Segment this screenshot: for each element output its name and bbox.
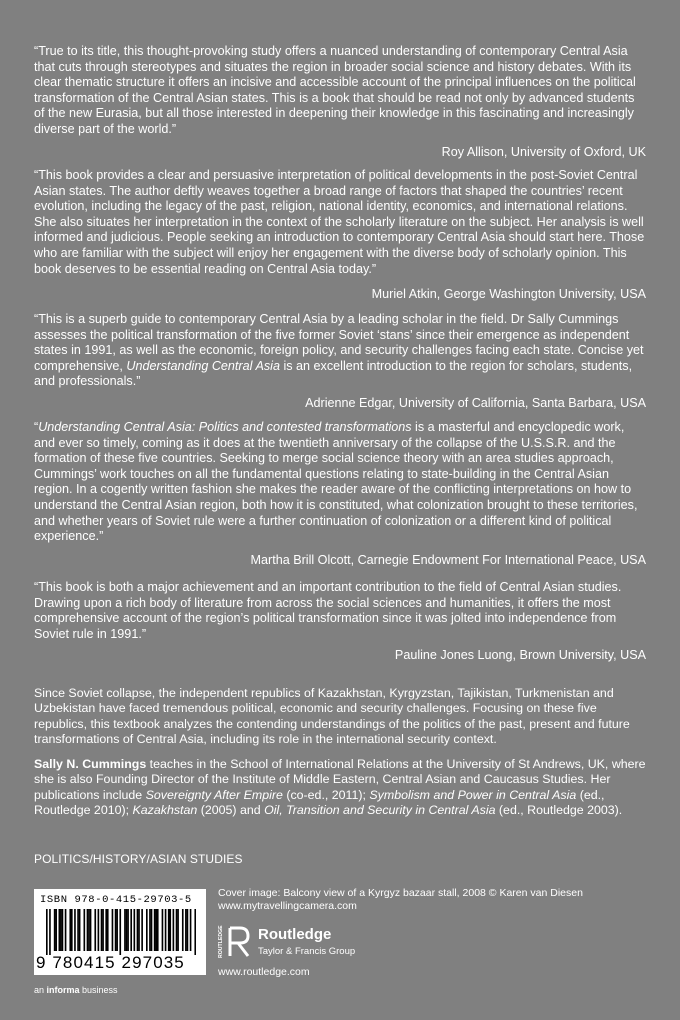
barcode-bar	[112, 909, 114, 951]
informa-business-line	[34, 985, 118, 995]
book-title: Understanding Central Asia: Politics and contested transformations	[38, 420, 412, 434]
publication-title: Kazakhstan	[132, 803, 198, 818]
barcode-bar	[49, 909, 51, 955]
publication-title: Sovereignty After Empire	[145, 787, 283, 802]
barcode-bar	[87, 909, 89, 951]
barcode-bar	[151, 909, 153, 951]
barcode-bar	[162, 909, 164, 951]
quote-text: “This book provides a clear and persuasive interpretation of political developments in the post-Soviet Central Asian states. The author deftly weaves together a broad range of factors that shaped the countries’ recent evolution, including the legacy of the past, religion, national identity, economics, and international relations. She also situates her interpretation in the context of the scholarly literature on the subject. Her analysis is well informed and judicious. People seeking an introduction to contemporary Central Asia should start here. Those who are familiar with the subject will enjoy her engagement with the diverse body of scholarly opinion. This book deserves to be essential reading on Central Asia today.”	[34, 168, 645, 276]
barcode-bar	[157, 909, 159, 951]
quote-attribution-edgar: Adrienne Edgar, University of California, Santa Barbara, USA	[305, 396, 646, 410]
barcode-bar	[94, 909, 96, 951]
barcode-bar	[190, 909, 192, 951]
barcode-bar	[74, 909, 76, 951]
publisher-group: Taylor & Francis Group	[258, 946, 356, 957]
cover-credit	[218, 887, 583, 913]
book-title: Understanding Central Asia	[126, 358, 280, 373]
barcode-bar	[88, 909, 90, 951]
subject-category: POLITICS/HISTORY/ASIAN STUDIES	[34, 852, 243, 866]
bio-part: (ed., Routledge 2003).	[495, 803, 623, 818]
bio-part: teaches in the School of International Relations at the University of St Andrews, UK, where she is also Founding Director of the Institute of Middle Eastern, Central Asian and Caucasus Studies. Her publications include	[34, 757, 646, 802]
barcode-bar	[79, 909, 81, 951]
publication-title: Symbolism and Power in Central Asia	[369, 787, 577, 802]
barcode-bar	[134, 909, 136, 951]
routledge-logo-icon	[218, 924, 254, 960]
barcode-bar	[105, 909, 107, 951]
bio-part: (2005) and	[197, 803, 265, 818]
barcode-bar	[54, 909, 56, 951]
barcode-bar	[138, 909, 140, 951]
quote-attribution-atkin: Muriel Atkin, George Washington University, USA	[371, 287, 646, 301]
book-description	[34, 686, 648, 748]
barcode-bar	[165, 909, 167, 951]
barcode-bar	[77, 909, 79, 951]
quote-text: “True to its title, this thought-provoking study offers a nuanced understanding of contemporary Central Asia that cuts through stereotypes and situates the region in broader social science and history debates. With its clear thematic structure it offers an incisive and accessible account of the principal influences on the political transformation of the Central Asian states. This is a book that should be read not only by advanced students of the new Eurasia, but all those interested in deepening their knowledge in this fascinating and increasingly diverse part of the world.”	[34, 44, 636, 136]
barcode-bar	[62, 909, 64, 951]
credit-url[interactable]: www.mytravellingcamera.com	[218, 900, 357, 912]
barcode-bar	[107, 909, 109, 951]
barcode-bar	[119, 909, 121, 955]
publisher-block	[218, 924, 418, 960]
barcode-bars	[46, 909, 196, 955]
review-quote-olcott	[34, 420, 646, 545]
barcode-bar	[154, 909, 156, 951]
quote-text-a: “This is a superb guide to contemporary Central Asia by a leading scholar in the field. Dr Sally Cummings assesses the political transformation of the five former Soviet ‘stans’ since their emergence as independent states in 1991, as well as the economic, foreign policy, and security challenges facing each state. Concise yet comprehensive,	[34, 312, 644, 373]
barcode-bar	[59, 909, 61, 951]
author-bio-text	[34, 757, 648, 819]
informa-brand: informa	[46, 985, 80, 995]
barcode-bar	[182, 909, 184, 951]
quote-attribution-luong: Pauline Jones Luong, Brown University, USA	[394, 648, 646, 662]
barcode-bar	[124, 909, 126, 951]
barcode-bar	[169, 909, 171, 951]
barcode-bar	[149, 909, 151, 951]
open-quote: “	[34, 420, 39, 434]
quote-attribution-allison: Roy Allison, University of Oxford, UK	[441, 145, 646, 159]
isbn-label: ISBN 978-0-415-29703-5	[40, 894, 192, 906]
review-quote-atkin	[34, 168, 646, 277]
quote-text	[34, 420, 646, 545]
barcode-bar	[46, 909, 48, 955]
cover-credit-text: Cover image: Balcony view of a Kyrgyz bazaar stall, 2008 © Karen van Diesen	[218, 887, 583, 899]
quote-attribution-olcott: Martha Brill Olcott, Carnegie Endowment For International Peace, USA	[250, 553, 646, 567]
publisher-url[interactable]: www.routledge.com	[218, 966, 310, 978]
barcode-bar	[71, 909, 73, 951]
barcode-bar	[102, 909, 104, 951]
barcode-bar	[141, 909, 143, 951]
barcode-bar	[194, 909, 196, 955]
description-text: Since Soviet collapse, the independent republics of Kazakhstan, Kyrgyzstan, Tajikistan, Turkmenistan and Uzbekistan have faced tremendous political, economic and security challenges. Focusing on these five republics, this textbook analyzes the contending understandings of the politics of the past, present and future transformations of Central Asia, including its role in the international security context.	[34, 686, 630, 747]
barcode-bar	[137, 909, 139, 951]
barcode-bar	[60, 909, 62, 951]
barcode-bar	[115, 909, 117, 951]
barcode-bar	[146, 909, 148, 951]
barcode-bar	[168, 909, 170, 951]
quote-text-b: is an excellent introduction to the region for scholars, students, and professionals.”	[34, 358, 633, 389]
barcode-bar	[126, 909, 128, 951]
informa-prefix: an	[34, 985, 47, 995]
author-name: Sally N. Cummings	[34, 757, 147, 771]
barcode-bar	[116, 909, 118, 951]
barcode-bar	[65, 909, 67, 951]
barcode-bar	[130, 909, 132, 951]
quote-text-b: is a masterful and encyclopedic work, and ever so timely, coming as it does at the twentieth anniversary of the collapse of the U.S.S.R. and the formation of these five countries. Seeking to merge social science theory with an area studies approach, Cummings’ work touches on all the fundamental questions relating to state-building in the Central Asian region. In a cogently written fashion she makes the reader aware of the conflicting interpretations on how to understand the Central Asian region, both how it is constituted, what colonization brought to these territories, and whether years of Soviet rule were a further continuation of colonization or a different kind of political experience.”	[34, 420, 638, 544]
barcode-bar	[176, 909, 178, 951]
barcode-bar	[84, 909, 86, 951]
review-quote-allison	[34, 44, 646, 138]
quote-text	[34, 312, 646, 390]
informa-suffix: business	[79, 985, 118, 995]
barcode-bar	[177, 909, 179, 951]
barcode-bar	[187, 909, 189, 951]
barcode-bar	[69, 909, 71, 951]
review-quote-edgar	[34, 312, 646, 390]
publication-title: Oil, Transition and Security in Central Asia	[264, 803, 496, 818]
barcode-bar	[98, 909, 100, 951]
barcode-bar	[55, 909, 57, 951]
barcode-bar	[185, 909, 187, 951]
isbn-barcode	[34, 889, 206, 975]
author-bio	[34, 757, 648, 819]
barcode-bar	[155, 909, 157, 951]
publisher-name: Routledge	[258, 926, 332, 943]
barcode-bar	[127, 909, 129, 951]
quote-text: “This book is both a major achievement and an important contribution to the field of Central Asian studies. Drawing upon a rich body of literature from across the social sciences and humanities, it offers the most comprehensive account of the region’s political transformation since it was jolted into independence from Soviet rule in 1991.”	[34, 580, 622, 641]
bio-part: (co-ed., 2011);	[282, 787, 370, 802]
review-quote-luong	[34, 580, 646, 642]
ean-digits: 9 780415 297035	[36, 953, 185, 972]
barcode-bar	[90, 909, 92, 951]
barcode-bar	[173, 909, 175, 951]
bio-part: (ed., Routledge 2010);	[34, 787, 605, 818]
barcode-bar	[101, 909, 103, 951]
logo-vertical-text: ROUTLEDGE	[218, 925, 224, 958]
